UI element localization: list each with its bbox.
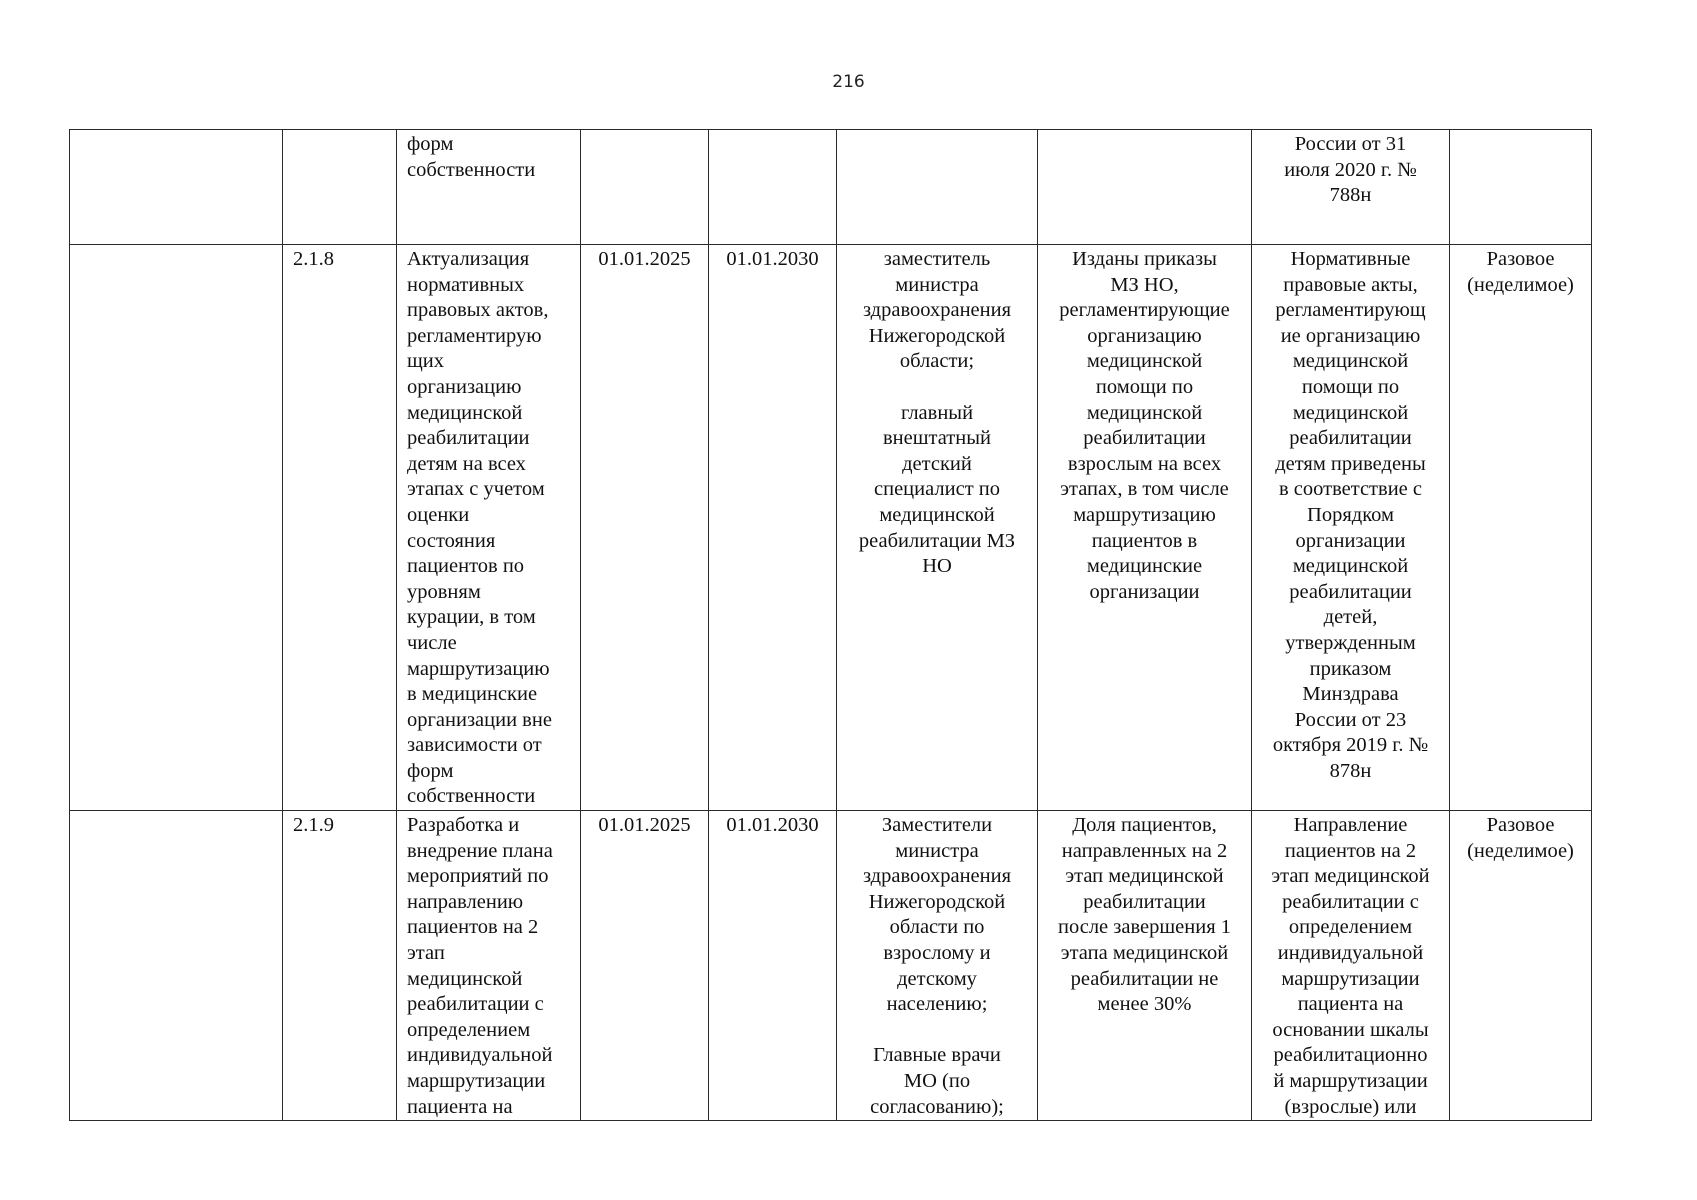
blank-cell	[70, 130, 283, 245]
responsible-cell	[837, 130, 1038, 245]
measure-name-cell: Актуализация нормативных правовых актов, регламентирую щих организацию медицинской реабилитации детям на всех этапах с учетом оценки состояния пациентов по уровням курации, в том числе маршрутизацию в медицинские организации вне зависимости от форм собственности	[397, 245, 581, 811]
start-date-cell: 01.01.2025	[581, 245, 709, 811]
start-date-cell: 01.01.2025	[581, 811, 709, 1121]
responsible-cell: заместитель министра здравоохранения Нижегородской области; главный внештатный детский специалист по медицинской реабилитации МЗ НО	[837, 245, 1038, 811]
item-number-cell	[283, 130, 397, 245]
end-date-cell	[709, 130, 837, 245]
measure-name-cell: Разработка и внедрение плана мероприятий по направлению пациентов на 2 этап медицинской реабилитации с определением индивидуальной маршрутизации пациента на	[397, 811, 581, 1121]
blank-cell	[70, 811, 283, 1121]
result-cell: России от 31 июля 2020 г. № 788н	[1252, 130, 1450, 245]
result-cell: Нормативные правовые акты, регламентирующ ие организацию медицинской помощи по медицинской реабилитации детям приведены в соответствие с Порядком организации медицинской реабилитации детей, утвержденным приказом Минздрава России от 23 октября 2019 г. № 878н	[1252, 245, 1450, 811]
start-date-cell	[581, 130, 709, 245]
indicator-cell: Изданы приказы МЗ НО, регламентирующие организацию медицинской помощи по медицинской реабилитации взрослым на всех этапах, в том числе маршрутизацию пациентов в медицинские организации	[1038, 245, 1252, 811]
end-date-cell: 01.01.2030	[709, 245, 837, 811]
type-cell: Разовое (неделимое)	[1450, 811, 1592, 1121]
table-row	[70, 245, 1592, 811]
type-cell: Разовое (неделимое)	[1450, 245, 1592, 811]
table-row	[70, 130, 1592, 245]
measures-table	[69, 129, 1592, 1121]
end-date-cell: 01.01.2030	[709, 811, 837, 1121]
type-cell	[1450, 130, 1592, 245]
measure-name-cell: форм собственности	[397, 130, 581, 245]
table-row	[70, 811, 1592, 1121]
blank-cell	[70, 245, 283, 811]
indicator-cell	[1038, 130, 1252, 245]
item-number-cell: 2.1.9	[283, 811, 397, 1121]
item-number-cell: 2.1.8	[283, 245, 397, 811]
result-cell: Направление пациентов на 2 этап медицинской реабилитации с определением индивидуальной маршрутизации пациента на основании шкалы реабилитационно й маршрутизации (взрослые) или	[1252, 811, 1450, 1121]
responsible-cell: Заместители министра здравоохранения Нижегородской области по взрослому и детскому населению; Главные врачи МО (по согласованию);	[837, 811, 1038, 1121]
indicator-cell: Доля пациентов, направленных на 2 этап медицинской реабилитации после завершения 1 этапа медицинской реабилитации не менее 30%	[1038, 811, 1252, 1121]
page-number: 216	[832, 72, 865, 92]
